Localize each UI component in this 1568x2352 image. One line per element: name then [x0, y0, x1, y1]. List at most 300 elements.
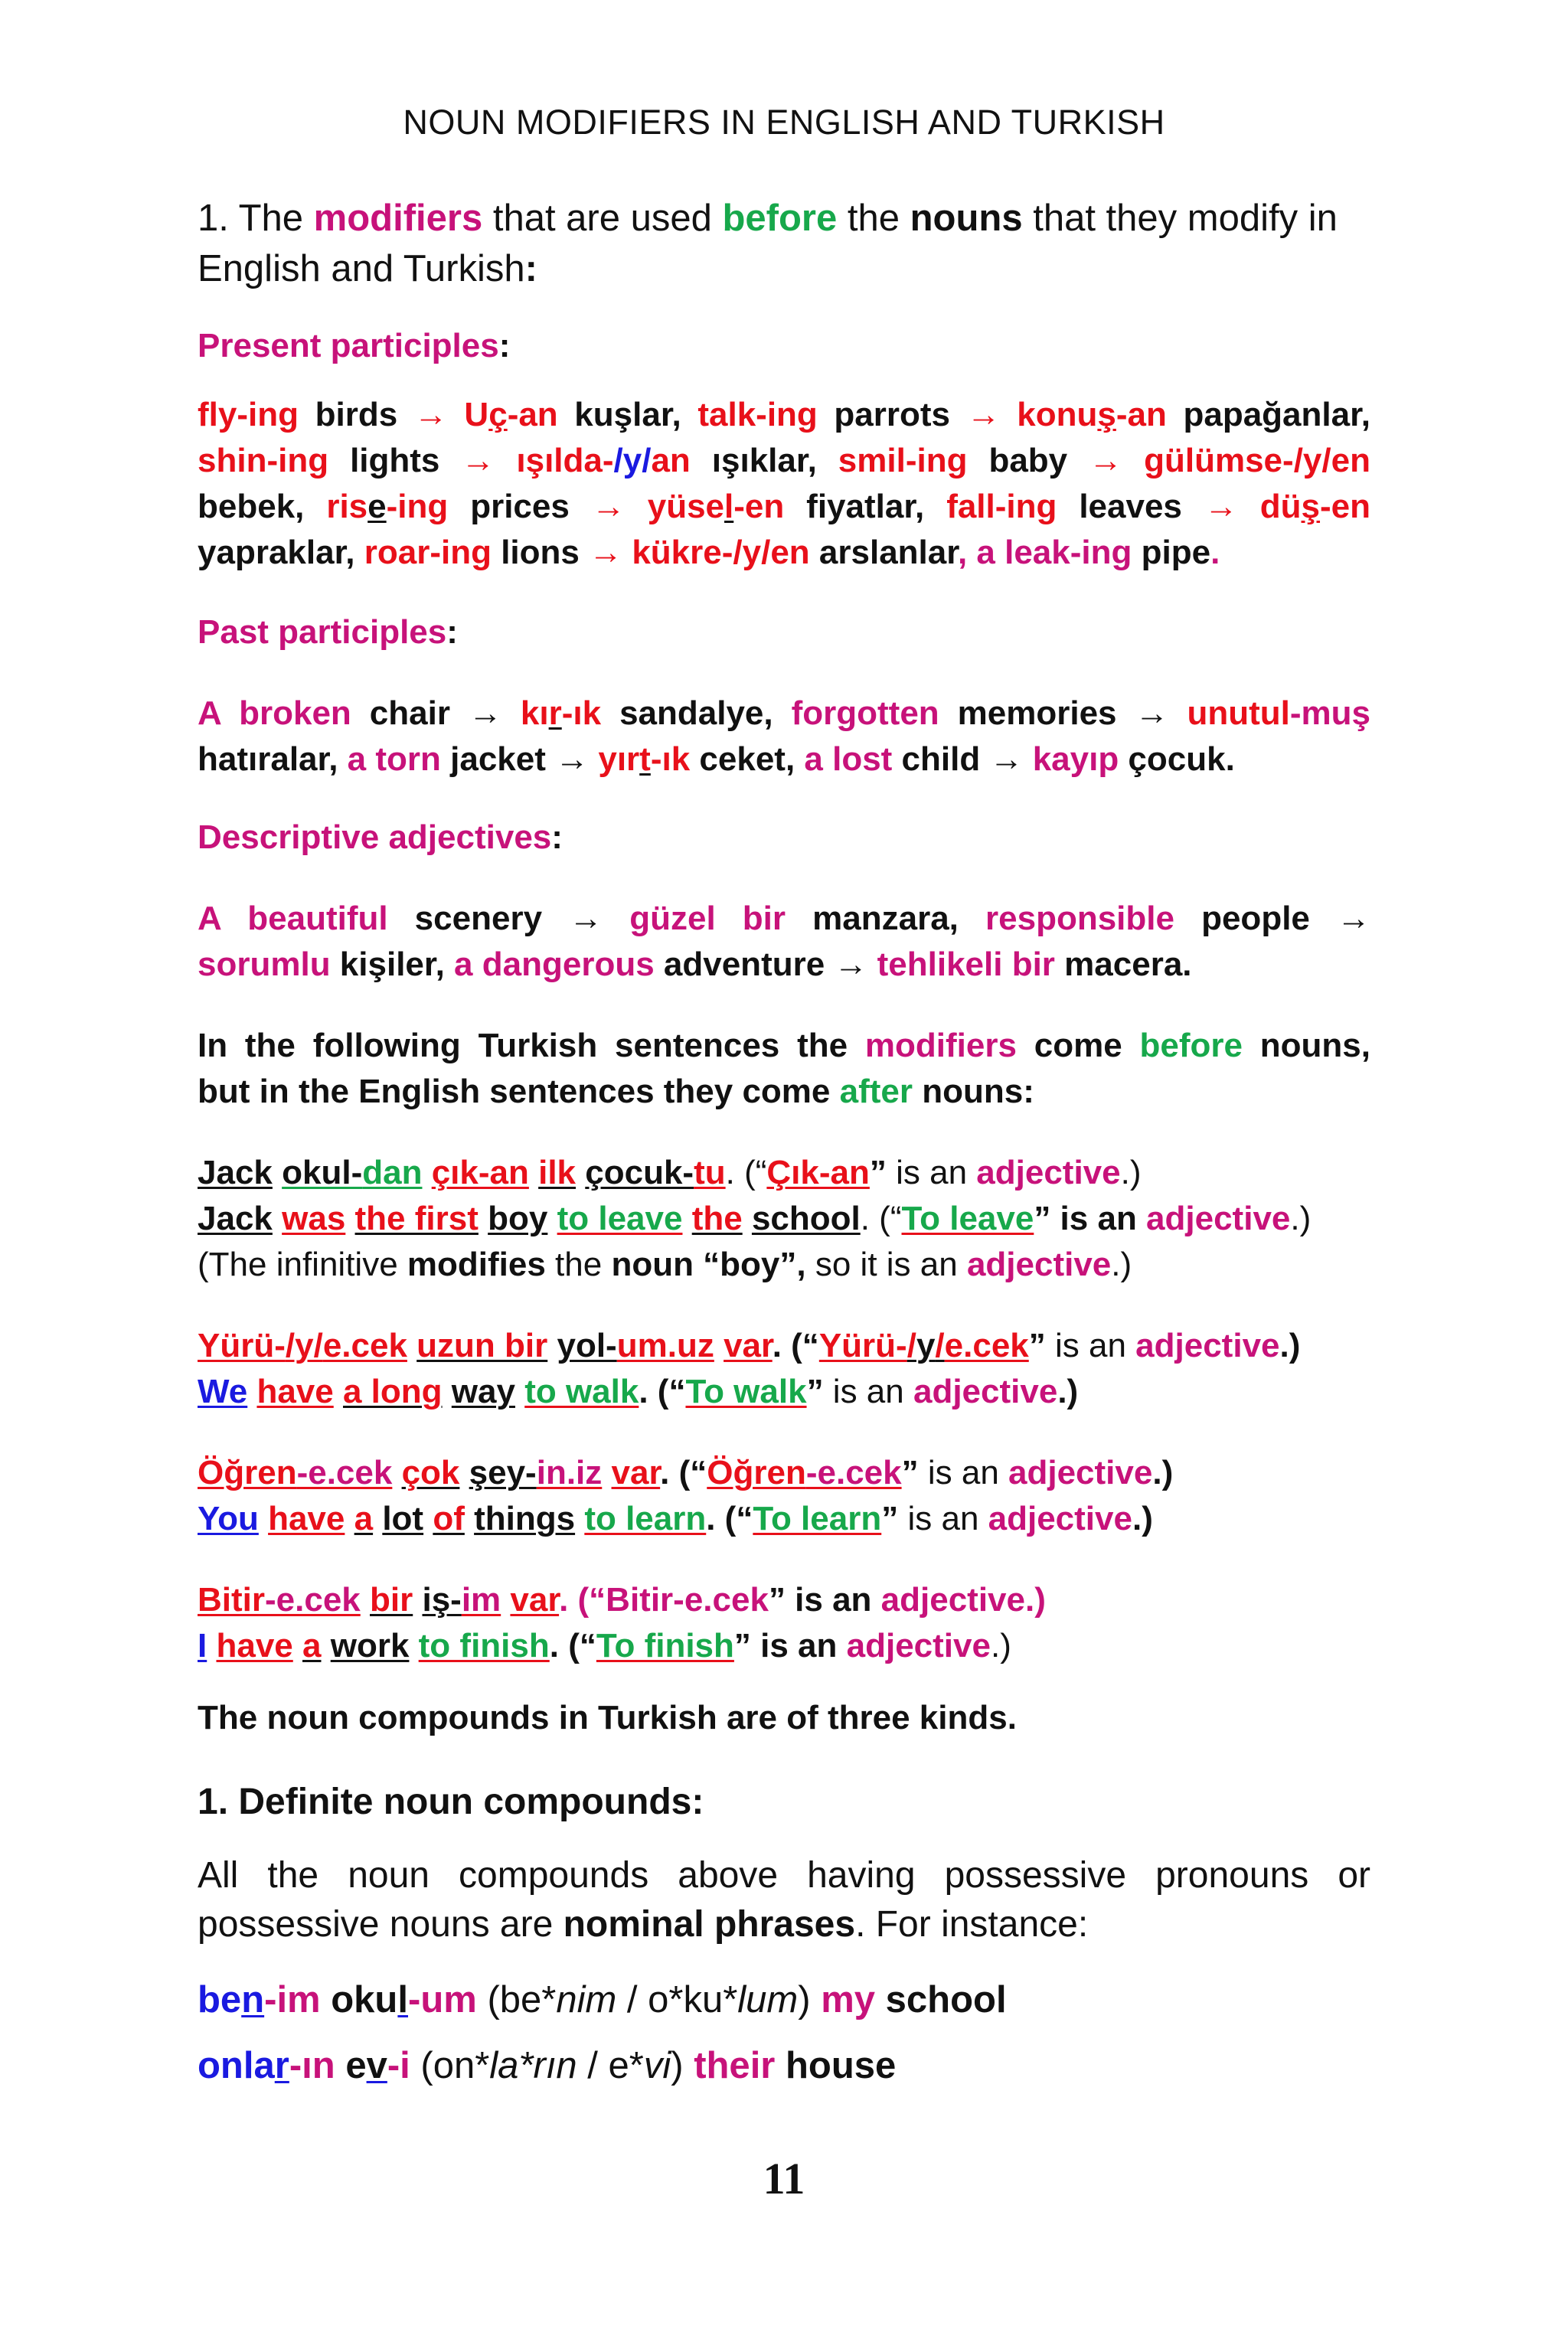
example-noun: pipe — [1132, 534, 1211, 571]
space — [443, 1373, 452, 1410]
stressed-syllable: la*rın — [489, 2045, 577, 2086]
example-en: roar-ing — [364, 534, 492, 571]
word: onla — [198, 2045, 275, 2086]
text: is an — [927, 1454, 1009, 1491]
page-number: 11 — [763, 2154, 805, 2203]
example-tr: ş — [1301, 488, 1321, 525]
space — [413, 1581, 422, 1619]
word: var — [510, 1581, 560, 1619]
space — [273, 1154, 282, 1191]
example-en: forgotten — [791, 694, 939, 732]
example-3-turkish — [198, 1450, 1370, 1496]
text: is an — [907, 1500, 988, 1537]
text: All the noun compounds above having possessive pronouns or possessive nouns are — [198, 1855, 1370, 1945]
text: so it is an — [805, 1246, 967, 1283]
section-label-present-participles — [198, 325, 1370, 368]
word: oku — [331, 1979, 398, 2020]
definite-noun-compounds-heading: 1. Definite noun compounds: — [198, 1782, 704, 1822]
following-paragraph-line-2 — [198, 1069, 1370, 1115]
example-noun: lions — [491, 534, 590, 571]
example-tr: ç — [488, 396, 508, 433]
word: have — [216, 1627, 293, 1664]
word: Jack — [198, 1200, 273, 1237]
space — [345, 1500, 354, 1537]
example-en: ris — [326, 488, 368, 525]
quoted-modifier: To leave — [901, 1200, 1034, 1237]
example-tr: konu — [1017, 396, 1098, 433]
word: We — [198, 1373, 248, 1410]
buffer-letter: /y/ — [613, 442, 652, 479]
intro-text: 1. The — [198, 198, 314, 239]
suffix: -ın — [289, 2045, 335, 2086]
example-tr: güzel bir — [629, 900, 786, 937]
keyword-adjective: adjective — [1135, 1327, 1280, 1364]
compound-example-1 — [198, 1975, 1370, 2024]
example-noun: memories → — [939, 694, 1187, 732]
space — [247, 1373, 256, 1410]
past-examples-line-1 — [198, 691, 1370, 737]
stressed-syllable: nim — [556, 1979, 617, 2020]
page-header: NOUN MODIFIERS IN ENGLISH AND TURKISH — [403, 103, 1165, 142]
example-noun: sandalye, — [601, 694, 792, 732]
modifier: to learn — [584, 1500, 707, 1537]
example-tr: unutul — [1187, 694, 1290, 732]
example-tr: -an — [507, 396, 558, 433]
modifier: Yürü- — [198, 1327, 286, 1364]
descriptive-examples-line-2 — [198, 942, 1370, 988]
space — [409, 1627, 418, 1664]
example-tr: -en — [733, 488, 785, 525]
keyword-after: after — [839, 1073, 913, 1110]
example-tr: dü — [1259, 488, 1302, 525]
quoted-modifier: / — [906, 1327, 916, 1364]
syllabification: ) — [798, 1979, 822, 2020]
quoted-modifier: / — [935, 1327, 945, 1364]
word: e — [345, 2045, 367, 2086]
text: the — [545, 1246, 612, 1283]
keyword-adjective: adjective — [976, 1154, 1121, 1191]
suffix: dan — [362, 1154, 423, 1191]
example-4-turkish — [198, 1577, 1370, 1623]
space — [575, 1500, 584, 1537]
example-noun: manzara, — [786, 900, 986, 937]
word: school — [751, 1200, 861, 1237]
example-noun: papağanlar, — [1166, 396, 1371, 433]
word: the — [691, 1200, 743, 1237]
word: çocuk- — [585, 1154, 694, 1191]
word: a — [302, 1627, 322, 1664]
space — [422, 1154, 431, 1191]
keyword-adjective: adjective — [988, 1500, 1132, 1537]
word: of — [433, 1500, 465, 1537]
example-en: -ing — [386, 488, 449, 525]
keyword-adjective: adjective — [966, 1246, 1112, 1283]
word: I — [198, 1627, 207, 1664]
example-noun: bebek, — [198, 488, 327, 525]
syllabification: / o*ku* — [616, 1979, 738, 2020]
buffer-letter: n — [241, 1979, 265, 2020]
present-examples-line-4 — [198, 530, 1370, 576]
space — [775, 2045, 786, 2086]
keyword-nominal-phrases: nominal phrases — [563, 1904, 856, 1945]
text: is an — [832, 1373, 913, 1410]
arrow: → — [413, 396, 465, 433]
example-en: a lost — [804, 740, 893, 778]
example-tr: ışılda- — [516, 442, 614, 479]
example-en: A beautiful — [198, 900, 388, 937]
modifier: Bitir — [198, 1581, 265, 1619]
present-examples-line-2 — [198, 438, 1370, 484]
text: nouns, — [1242, 1027, 1370, 1064]
example-en: a torn — [347, 740, 441, 778]
example-noun: child → — [892, 740, 1033, 778]
space — [682, 1200, 691, 1237]
punct: .) — [1111, 1246, 1132, 1283]
suffix: um.uz — [616, 1327, 714, 1364]
punct: .) — [1279, 1327, 1301, 1364]
suffix: -e.cek — [265, 1581, 361, 1619]
punct: . (“ — [559, 1581, 606, 1619]
quoted-modifier: -e.cek — [805, 1454, 902, 1491]
buffer-letter: /y/ — [733, 534, 771, 571]
translation-possessive: their — [694, 2045, 776, 2086]
syllabification: ) — [671, 2045, 694, 2086]
space — [576, 1154, 585, 1191]
space — [547, 1200, 557, 1237]
example-noun: prices — [448, 488, 592, 525]
label-text: Descriptive adjectives — [198, 818, 552, 856]
example-noun: parrots — [817, 396, 967, 433]
example-noun: baby — [967, 442, 1089, 479]
space — [361, 1581, 370, 1619]
example-tr: -en — [1320, 488, 1371, 525]
space — [259, 1500, 268, 1537]
buffer-letter: l — [397, 1979, 408, 2020]
stressed-syllable: vi — [643, 2045, 671, 2086]
space — [501, 1581, 510, 1619]
example-tr: kükre- — [632, 534, 733, 571]
suffix: -im — [264, 1979, 321, 2020]
example-tr: an — [651, 442, 691, 479]
arrow: → — [966, 396, 1018, 433]
word: bir — [370, 1581, 413, 1619]
space — [547, 1327, 557, 1364]
space — [293, 1627, 302, 1664]
word: lot — [382, 1500, 424, 1537]
word: var — [611, 1454, 661, 1491]
punct: . (“ — [772, 1327, 819, 1364]
punct: .) — [990, 1627, 1011, 1664]
space — [479, 1200, 488, 1237]
example-en: responsible — [985, 900, 1174, 937]
arrow: → — [1204, 488, 1260, 525]
example-noun: leaves — [1057, 488, 1204, 525]
space — [714, 1327, 724, 1364]
label-text: Present participles — [198, 327, 499, 364]
keyword-adjective: adjective — [846, 1627, 991, 1664]
following-paragraph-line-1 — [198, 1023, 1370, 1069]
space — [207, 1627, 216, 1664]
example-tr: yır — [598, 740, 640, 778]
example-noun: yapraklar, — [198, 534, 364, 571]
keyword-noun: noun “boy”, — [611, 1246, 806, 1283]
space — [373, 1500, 382, 1537]
word: a long — [342, 1373, 443, 1410]
word: be — [198, 1979, 242, 2020]
suffix: tu — [694, 1154, 726, 1191]
example-noun: people → — [1174, 900, 1370, 937]
example-en: shin-ing — [198, 442, 329, 479]
word: yol- — [557, 1327, 617, 1364]
descriptive-examples-line-1 — [198, 896, 1370, 942]
example-tr: r — [548, 694, 562, 732]
intro-text: that they modify in English and Turkish — [198, 198, 1338, 289]
space — [875, 1979, 886, 2020]
example-tr: -ık — [561, 694, 602, 732]
buffer-letter: r — [274, 2045, 289, 2086]
buffer-letter: v — [366, 2045, 387, 2086]
period: . — [1210, 534, 1220, 571]
example-noun: fiyatlar, — [784, 488, 947, 525]
example-tr: kayıp — [1032, 740, 1119, 778]
example-en: fly-ing — [198, 396, 299, 433]
text: . For instance: — [855, 1904, 1089, 1945]
word: work — [330, 1627, 410, 1664]
compound-example-2 — [198, 2041, 1370, 2090]
punct: . (“ — [660, 1454, 707, 1491]
example-noun: kuşlar, — [557, 396, 698, 433]
suffix: -i — [387, 2045, 410, 2086]
word: have — [268, 1500, 345, 1537]
word: boy — [488, 1200, 548, 1237]
word: have — [256, 1373, 334, 1410]
space — [273, 1200, 282, 1237]
example-tr: -ık — [650, 740, 691, 778]
example-en: a dangerous — [454, 946, 655, 983]
example-tr: en — [770, 534, 810, 571]
example-tr: l — [724, 488, 734, 525]
space — [459, 1454, 469, 1491]
quoted-modifier: Çık-an — [766, 1154, 870, 1191]
text: but in the English sentences they come — [198, 1073, 840, 1110]
intro-text: that are used — [482, 198, 723, 239]
example-tr: kı — [520, 694, 549, 732]
label-colon: : — [498, 327, 511, 364]
punct: . (“ — [725, 1154, 767, 1191]
punct: ” — [881, 1500, 908, 1537]
suffix: -um — [408, 1979, 477, 2020]
example-noun: kişiler, — [330, 946, 455, 983]
example-noun: çocuk. — [1119, 740, 1235, 778]
example-article: , a — [957, 534, 1005, 571]
punct: . (“ — [549, 1627, 596, 1664]
arrow: → — [591, 488, 648, 525]
example-noun: lights — [328, 442, 462, 479]
text: ” is an — [1034, 1200, 1147, 1237]
text: is an — [896, 1154, 977, 1191]
stressed-syllable: lum — [737, 1979, 799, 2020]
arrow: → — [589, 534, 632, 571]
word: way — [451, 1373, 515, 1410]
example-2-turkish — [198, 1323, 1370, 1369]
example-tr: gülümse- — [1144, 442, 1294, 479]
punct: ” — [1028, 1327, 1055, 1364]
present-examples-line-3 — [198, 484, 1370, 530]
example-noun: adventure → — [654, 946, 877, 983]
keyword-nouns: nouns — [910, 198, 1023, 239]
intro-paragraph — [198, 193, 1370, 294]
space — [602, 1454, 611, 1491]
definite-noun-compounds-body — [198, 1851, 1370, 1949]
translation-noun: school — [885, 1979, 1007, 2020]
space — [392, 1454, 401, 1491]
example-1-english — [198, 1196, 1370, 1242]
example-1-note — [198, 1242, 1370, 1288]
word: a — [354, 1500, 374, 1537]
space — [423, 1500, 433, 1537]
modifier: to walk — [524, 1373, 639, 1410]
quoted-modifier: y — [916, 1327, 936, 1364]
space — [321, 1979, 332, 2020]
arrow: → — [1089, 442, 1145, 479]
word: ilk — [538, 1154, 577, 1191]
word: was — [282, 1200, 346, 1237]
translation-noun: house — [786, 2045, 897, 2086]
suffix: -e.cek — [296, 1454, 393, 1491]
space — [515, 1373, 524, 1410]
keyword-before: before — [722, 198, 838, 239]
punct: .) — [1290, 1200, 1312, 1237]
example-3-english — [198, 1496, 1370, 1542]
intro-text: the — [837, 198, 910, 239]
punct: .) — [1057, 1373, 1079, 1410]
modifier: to finish — [418, 1627, 550, 1664]
label-colon: : — [551, 818, 563, 856]
buffer-letter: /y/ — [285, 1327, 323, 1364]
syllabification: / e* — [577, 2045, 644, 2086]
section-label-descriptive-adjectives — [198, 816, 1370, 859]
example-tr: en — [1331, 442, 1370, 479]
text: come — [1016, 1027, 1140, 1064]
punct: . (“ — [860, 1200, 902, 1237]
quoted-modifier: Öğren — [707, 1454, 806, 1491]
suffix: in.iz — [536, 1454, 603, 1491]
example-noun: macera. — [1054, 946, 1192, 983]
word: things — [474, 1500, 576, 1537]
word: Jack — [198, 1154, 273, 1191]
example-en: A broken — [198, 694, 351, 732]
example-tr: yüse — [647, 488, 725, 525]
word: uzun bir — [416, 1327, 548, 1364]
example-noun: chair → — [351, 694, 521, 732]
word: var — [724, 1327, 773, 1364]
punct: ” — [869, 1154, 897, 1191]
punct: .) — [1120, 1154, 1142, 1191]
keyword-modifiers: modifiers — [864, 1027, 1017, 1064]
word: iş- — [422, 1581, 462, 1619]
quoted-modifier: To finish — [596, 1627, 734, 1664]
example-1-turkish — [198, 1150, 1370, 1196]
punct: . (“ — [639, 1373, 686, 1410]
example-noun: ışıklar, — [690, 442, 838, 479]
example-en: fall-ing — [946, 488, 1057, 525]
example-noun: birds — [298, 396, 414, 433]
example-noun: scenery → — [387, 900, 630, 937]
word: okul- — [282, 1154, 363, 1191]
keyword-adjective: adjective — [1008, 1454, 1153, 1491]
word: şey- — [469, 1454, 537, 1491]
text: is an — [1055, 1327, 1136, 1364]
punct: .) — [1152, 1454, 1174, 1491]
text: In the following Turkish sentences the — [198, 1027, 865, 1064]
punct: .) — [1132, 1500, 1153, 1537]
text: ” is an — [768, 1581, 881, 1619]
past-examples-line-2 — [198, 737, 1370, 782]
example-tr: ş — [1097, 396, 1116, 433]
modifier: e.cek — [322, 1327, 407, 1364]
keyword-modifies: modifies — [407, 1246, 546, 1283]
example-tr: -muş — [1289, 694, 1370, 732]
space — [345, 1200, 354, 1237]
present-examples-line-1 — [198, 392, 1370, 438]
example-tr: t — [639, 740, 651, 778]
text: nouns: — [913, 1073, 1034, 1110]
label-colon: : — [446, 613, 458, 651]
example-tr: -an — [1116, 396, 1167, 433]
example-en: leak-ing — [1004, 534, 1132, 571]
word: the first — [354, 1200, 479, 1237]
modifier: to leave — [557, 1200, 683, 1237]
example-noun: jacket → — [440, 740, 599, 778]
space — [529, 1154, 538, 1191]
punct: . (“ — [706, 1500, 753, 1537]
intro-colon: : — [524, 248, 537, 289]
space — [743, 1200, 752, 1237]
modifier: çık-an — [431, 1154, 529, 1191]
quoted-modifier: Yürü- — [818, 1327, 907, 1364]
text: ” is an — [733, 1627, 847, 1664]
keyword-modifiers: modifiers — [313, 198, 483, 239]
dropped-letter: e — [368, 488, 387, 525]
quoted-modifier: To walk — [685, 1373, 807, 1410]
suffix: im — [461, 1581, 501, 1619]
punct: ” — [901, 1454, 928, 1491]
label-text: Past participles — [198, 613, 447, 651]
syllabification: (on* — [410, 2045, 490, 2086]
space — [321, 1627, 330, 1664]
quoted-modifier: e.cek — [944, 1327, 1029, 1364]
word: çok — [401, 1454, 460, 1491]
example-tr: U — [464, 396, 489, 433]
example-noun: ceket, — [690, 740, 805, 778]
space — [407, 1327, 416, 1364]
text: (The infinitive — [198, 1246, 407, 1283]
space — [334, 1373, 343, 1410]
example-tr: sorumlu — [198, 946, 331, 983]
modifier: Öğren — [198, 1454, 297, 1491]
arrow: → — [461, 442, 517, 479]
example-noun: hatıralar, — [198, 740, 348, 778]
example-noun: arslanlar — [809, 534, 958, 571]
example-tr: tehlikeli bir — [877, 946, 1055, 983]
keyword-adjective: adjective.) — [880, 1581, 1046, 1619]
example-en: smil-ing — [838, 442, 968, 479]
section-label-past-participles — [198, 611, 1370, 654]
punct: ” — [806, 1373, 833, 1410]
keyword-before: before — [1139, 1027, 1243, 1064]
quoted-modifier: To learn — [753, 1500, 882, 1537]
word: You — [198, 1500, 259, 1537]
